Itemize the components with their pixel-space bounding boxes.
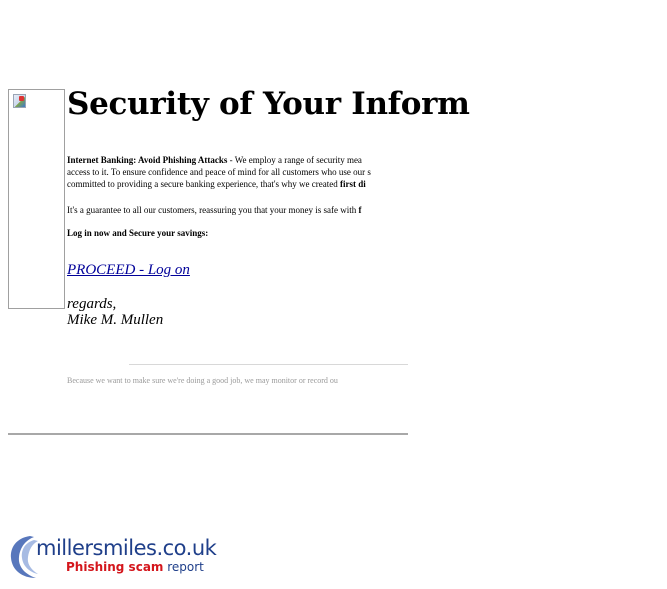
signoff: regards, bbox=[67, 296, 117, 312]
paragraph-guarantee-bold: f bbox=[358, 205, 362, 215]
logo-tagline-rest: report bbox=[163, 560, 204, 574]
paragraph-intro-line2: access to it. To ensure confidence and peace of mind for all customers who use our s bbox=[67, 167, 371, 177]
paragraph-guarantee bbox=[67, 204, 362, 216]
signature-name: Mike M. Mullen bbox=[67, 312, 164, 328]
page-divider bbox=[8, 433, 408, 435]
broken-image-icon bbox=[13, 94, 26, 108]
broken-image-placeholder bbox=[8, 89, 65, 309]
millersmiles-logo bbox=[8, 532, 238, 582]
footer-note: Because we want to make sure we're doing a good job, we may monitor or record ou bbox=[67, 376, 338, 385]
signature-block bbox=[67, 296, 163, 328]
page-title: Security of Your Inform bbox=[67, 86, 470, 122]
paragraph-intro-line3: committed to providing a secure banking experience, that's why we created bbox=[67, 179, 341, 189]
footer-divider bbox=[129, 364, 408, 365]
paragraph-intro-lead: Internet Banking: Avoid Phishing Attacks bbox=[67, 155, 228, 165]
logo-brand-text: millersmiles.co.uk bbox=[36, 536, 217, 560]
paragraph-call-to-action: Log in now and Secure your savings: bbox=[67, 228, 209, 238]
email-body bbox=[67, 86, 667, 328]
logo-tagline-bold: Phishing scam bbox=[66, 560, 164, 574]
paragraph-intro-line1: - We employ a range of security mea bbox=[227, 155, 362, 165]
paragraph-intro bbox=[67, 154, 371, 190]
paragraph-guarantee-text: It's a guarantee to all our customers, reassuring you that your money is safe with bbox=[67, 205, 359, 215]
paragraph-intro-line3-bold: first di bbox=[340, 179, 366, 189]
logo-tagline bbox=[66, 560, 204, 574]
proceed-login-link[interactable]: PROCEED - Log on bbox=[67, 262, 190, 278]
